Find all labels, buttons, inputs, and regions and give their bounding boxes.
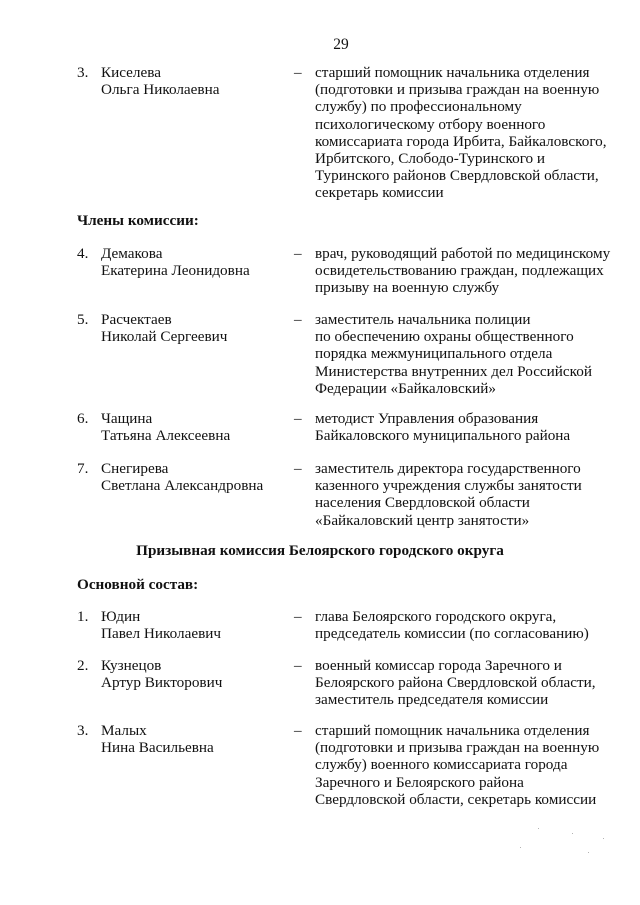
person-name — [101, 657, 286, 691]
person-name — [101, 410, 286, 444]
person-name — [101, 608, 286, 642]
given-names: Павел Николаевич — [101, 625, 222, 643]
surname: Чащина — [101, 410, 153, 427]
given-names: Нина Васильевна — [101, 739, 214, 757]
person-name — [101, 460, 286, 494]
person-name — [101, 311, 286, 345]
given-names: Ольга Николаевна — [101, 81, 220, 99]
dash: – — [294, 311, 302, 328]
given-names: Татьяна Алексеевна — [101, 427, 231, 445]
description-line: Ирбитского, Слободо-Туринского и — [315, 150, 546, 168]
members-heading: Члены комиссии: — [77, 212, 199, 229]
surname: Расчектаев — [101, 311, 172, 328]
scan-speck — [520, 847, 521, 848]
description-line: Туринского районов Свердловской области, — [315, 167, 599, 185]
description-line: председатель комиссии (по согласованию) — [315, 625, 589, 643]
description-line: психологическому отбору военного — [315, 115, 546, 133]
description-line: заместитель директора государственного — [315, 460, 581, 477]
description-line: заместитель начальника полиции — [315, 311, 531, 328]
description-line: Байкаловского муниципального района — [315, 427, 571, 445]
surname: Киселева — [101, 64, 161, 81]
scan-speck — [603, 838, 604, 839]
dash: – — [294, 722, 302, 739]
item-number: 7. — [77, 460, 89, 477]
description-line: комиссариата города Ирбита, Байкаловского, — [315, 132, 607, 150]
position-description — [315, 460, 625, 529]
description-line: врач, руководящий работой по медицинскому — [315, 245, 611, 262]
surname: Кузнецов — [101, 657, 162, 674]
description-line: Заречного и Белоярского района — [315, 773, 524, 791]
description-line: глава Белоярского городского округа, — [315, 608, 557, 625]
scan-speck — [572, 833, 573, 834]
description-line: населения Свердловской области — [315, 494, 530, 512]
item-number: 5. — [77, 311, 89, 328]
dash: – — [294, 64, 302, 81]
description-line: Федерации «Байкаловский» — [315, 379, 496, 397]
description-line: казенного учреждения службы занятости — [315, 477, 582, 495]
position-description — [315, 608, 625, 642]
description-line: порядка межмуниципального отдела — [315, 345, 553, 363]
position-description — [315, 245, 625, 297]
description-line: по обеспечению охраны общественного — [315, 328, 574, 346]
item-number: 1. — [77, 608, 89, 625]
given-names: Екатерина Леонидовна — [101, 262, 250, 280]
description-line: старший помощник начальника отделения — [315, 64, 590, 81]
surname: Юдин — [101, 608, 141, 625]
description-line: Министерства внутренних дел Российской — [315, 362, 593, 380]
position-description — [315, 410, 625, 444]
dash: – — [294, 245, 302, 262]
dash: – — [294, 460, 302, 477]
surname: Малых — [101, 722, 147, 739]
description-line: Белоярского района Свердловской области, — [315, 674, 596, 692]
position-description — [315, 64, 625, 202]
description-line: Свердловской области, секретарь комиссии — [315, 790, 597, 808]
surname: Снегирева — [101, 460, 169, 477]
description-line: службу) по профессиональному — [315, 98, 522, 116]
description-line: освидетельствованию граждан, подлежащих — [315, 262, 604, 280]
scan-speck — [538, 828, 539, 829]
description-line: (подготовки и призыва граждан на военную — [315, 81, 600, 99]
item-number: 3. — [77, 64, 89, 81]
position-description — [315, 722, 625, 808]
given-names: Николай Сергеевич — [101, 328, 228, 346]
given-names: Светлана Александровна — [101, 477, 264, 495]
description-line: «Байкаловский центр занятости» — [315, 511, 530, 529]
description-line: старший помощник начальника отделения — [315, 722, 590, 739]
description-line: военный комиссар города Заречного и — [315, 657, 562, 674]
description-line: заместитель председателя комиссии — [315, 691, 549, 709]
dash: – — [294, 410, 302, 427]
description-line: секретарь комиссии — [315, 184, 444, 202]
item-number: 6. — [77, 410, 89, 427]
item-number: 2. — [77, 657, 89, 674]
main-composition-heading: Основной состав: — [77, 576, 199, 593]
position-description — [315, 311, 625, 397]
item-number: 3. — [77, 722, 89, 739]
description-line: методист Управления образования — [315, 410, 539, 427]
surname: Демакова — [101, 245, 163, 262]
given-names: Артур Викторович — [101, 674, 223, 692]
person-name — [101, 64, 286, 98]
item-number: 4. — [77, 245, 89, 262]
page-number: 29 — [333, 36, 349, 53]
person-name — [101, 245, 286, 279]
description-line: (подготовки и призыва граждан на военную — [315, 739, 600, 757]
position-description — [315, 657, 625, 709]
commission-heading: Призывная комиссия Белоярского городского округа — [136, 542, 504, 559]
dash: – — [294, 657, 302, 674]
description-line: службу) военного комиссариата города — [315, 756, 568, 774]
description-line: призыву на военную службу — [315, 279, 500, 297]
dash: – — [294, 608, 302, 625]
person-name — [101, 722, 286, 756]
scan-speck — [588, 852, 589, 853]
